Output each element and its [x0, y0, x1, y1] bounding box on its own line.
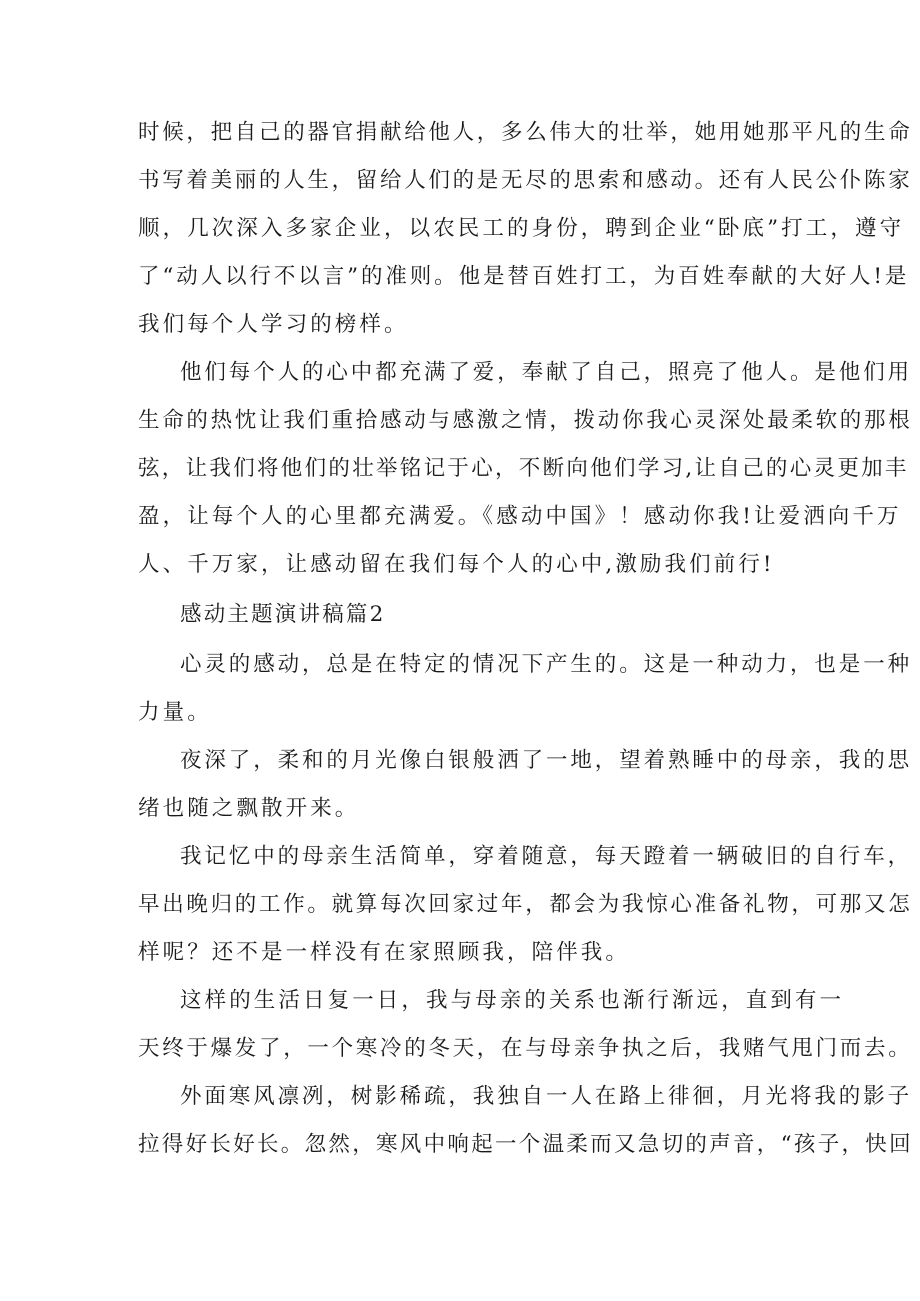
paragraph-line: 绪也随之飘散开来。 [138, 796, 360, 821]
paragraph-line: 外面寒风凛冽，树影稀疏，我独自一人在路上徘徊，月光将我的影子 [180, 1084, 913, 1109]
paragraph-line: 书写着美丽的人生，留给人们的是无尽的思索和感动。还有人民公仆陈家 [138, 168, 913, 193]
paragraph-line: 心灵的感动，总是在特定的情况下产生的。这是一种动力，也是一种 [180, 652, 913, 677]
paragraph-line: 我记忆中的母亲生活简单，穿着随意，每天蹬着一辆破旧的自行车， [180, 844, 913, 869]
paragraph-line: 了“动人以行不以言”的准则。他是替百姓打工，为百姓奉献的大好人!是 [138, 264, 910, 289]
paragraph-line: 弦，让我们将他们的壮举铭记于心，不断向他们学习,让自己的心灵更加丰 [138, 456, 909, 481]
paragraph-line: 这样的生活日复一日，我与母亲的关系也渐行渐远，直到有一 [180, 988, 845, 1013]
paragraph-line: 拉得好长好长。忽然，寒风中响起一个温柔而又急切的声音，“孩子，快回 [138, 1132, 913, 1157]
paragraph-line: 人、千万家，让感动留在我们每个人的心中,激励我们前行! [138, 552, 775, 577]
paragraph-line: 天终于爆发了，一个寒冷的冬天，在与母亲争执之后，我赌气甩门而去。 [138, 1036, 913, 1061]
paragraph-line: 力量。 [138, 700, 212, 725]
paragraph-line: 时候，把自己的器官捐献给他人，多么伟大的壮举，她用她那平凡的生命 [138, 120, 913, 145]
paragraph-line: 生命的热忱让我们重拾感动与感激之情，拨动你我心灵深处最柔软的那根 [138, 408, 913, 433]
paragraph-line: 顺，几次深入多家企业，以农民工的身份，聘到企业“卧底”打工，遵守 [138, 216, 905, 241]
paragraph-line: 他们每个人的心中都充满了爱，奉献了自己，照亮了他人。是他们用 [180, 360, 913, 385]
paragraph-line: 样呢？还不是一样没有在家照顾我，陪伴我。 [138, 940, 631, 965]
paragraph-line: 盈，让每个人的心里都充满爱。《感动中国》！感动你我!让爱洒向千万 [138, 504, 902, 529]
paragraph-line: 早出晚归的工作。就算每次回家过年，都会为我惊心准备礼物，可那又怎 [138, 892, 913, 917]
paragraph-line: 夜深了，柔和的月光像白银般洒了一地，望着熟睡中的母亲，我的思 [180, 748, 913, 773]
paragraph-line: 我们每个人学习的榜样。 [138, 312, 409, 337]
section-heading: 感动主题演讲稿篇2 [180, 602, 386, 627]
